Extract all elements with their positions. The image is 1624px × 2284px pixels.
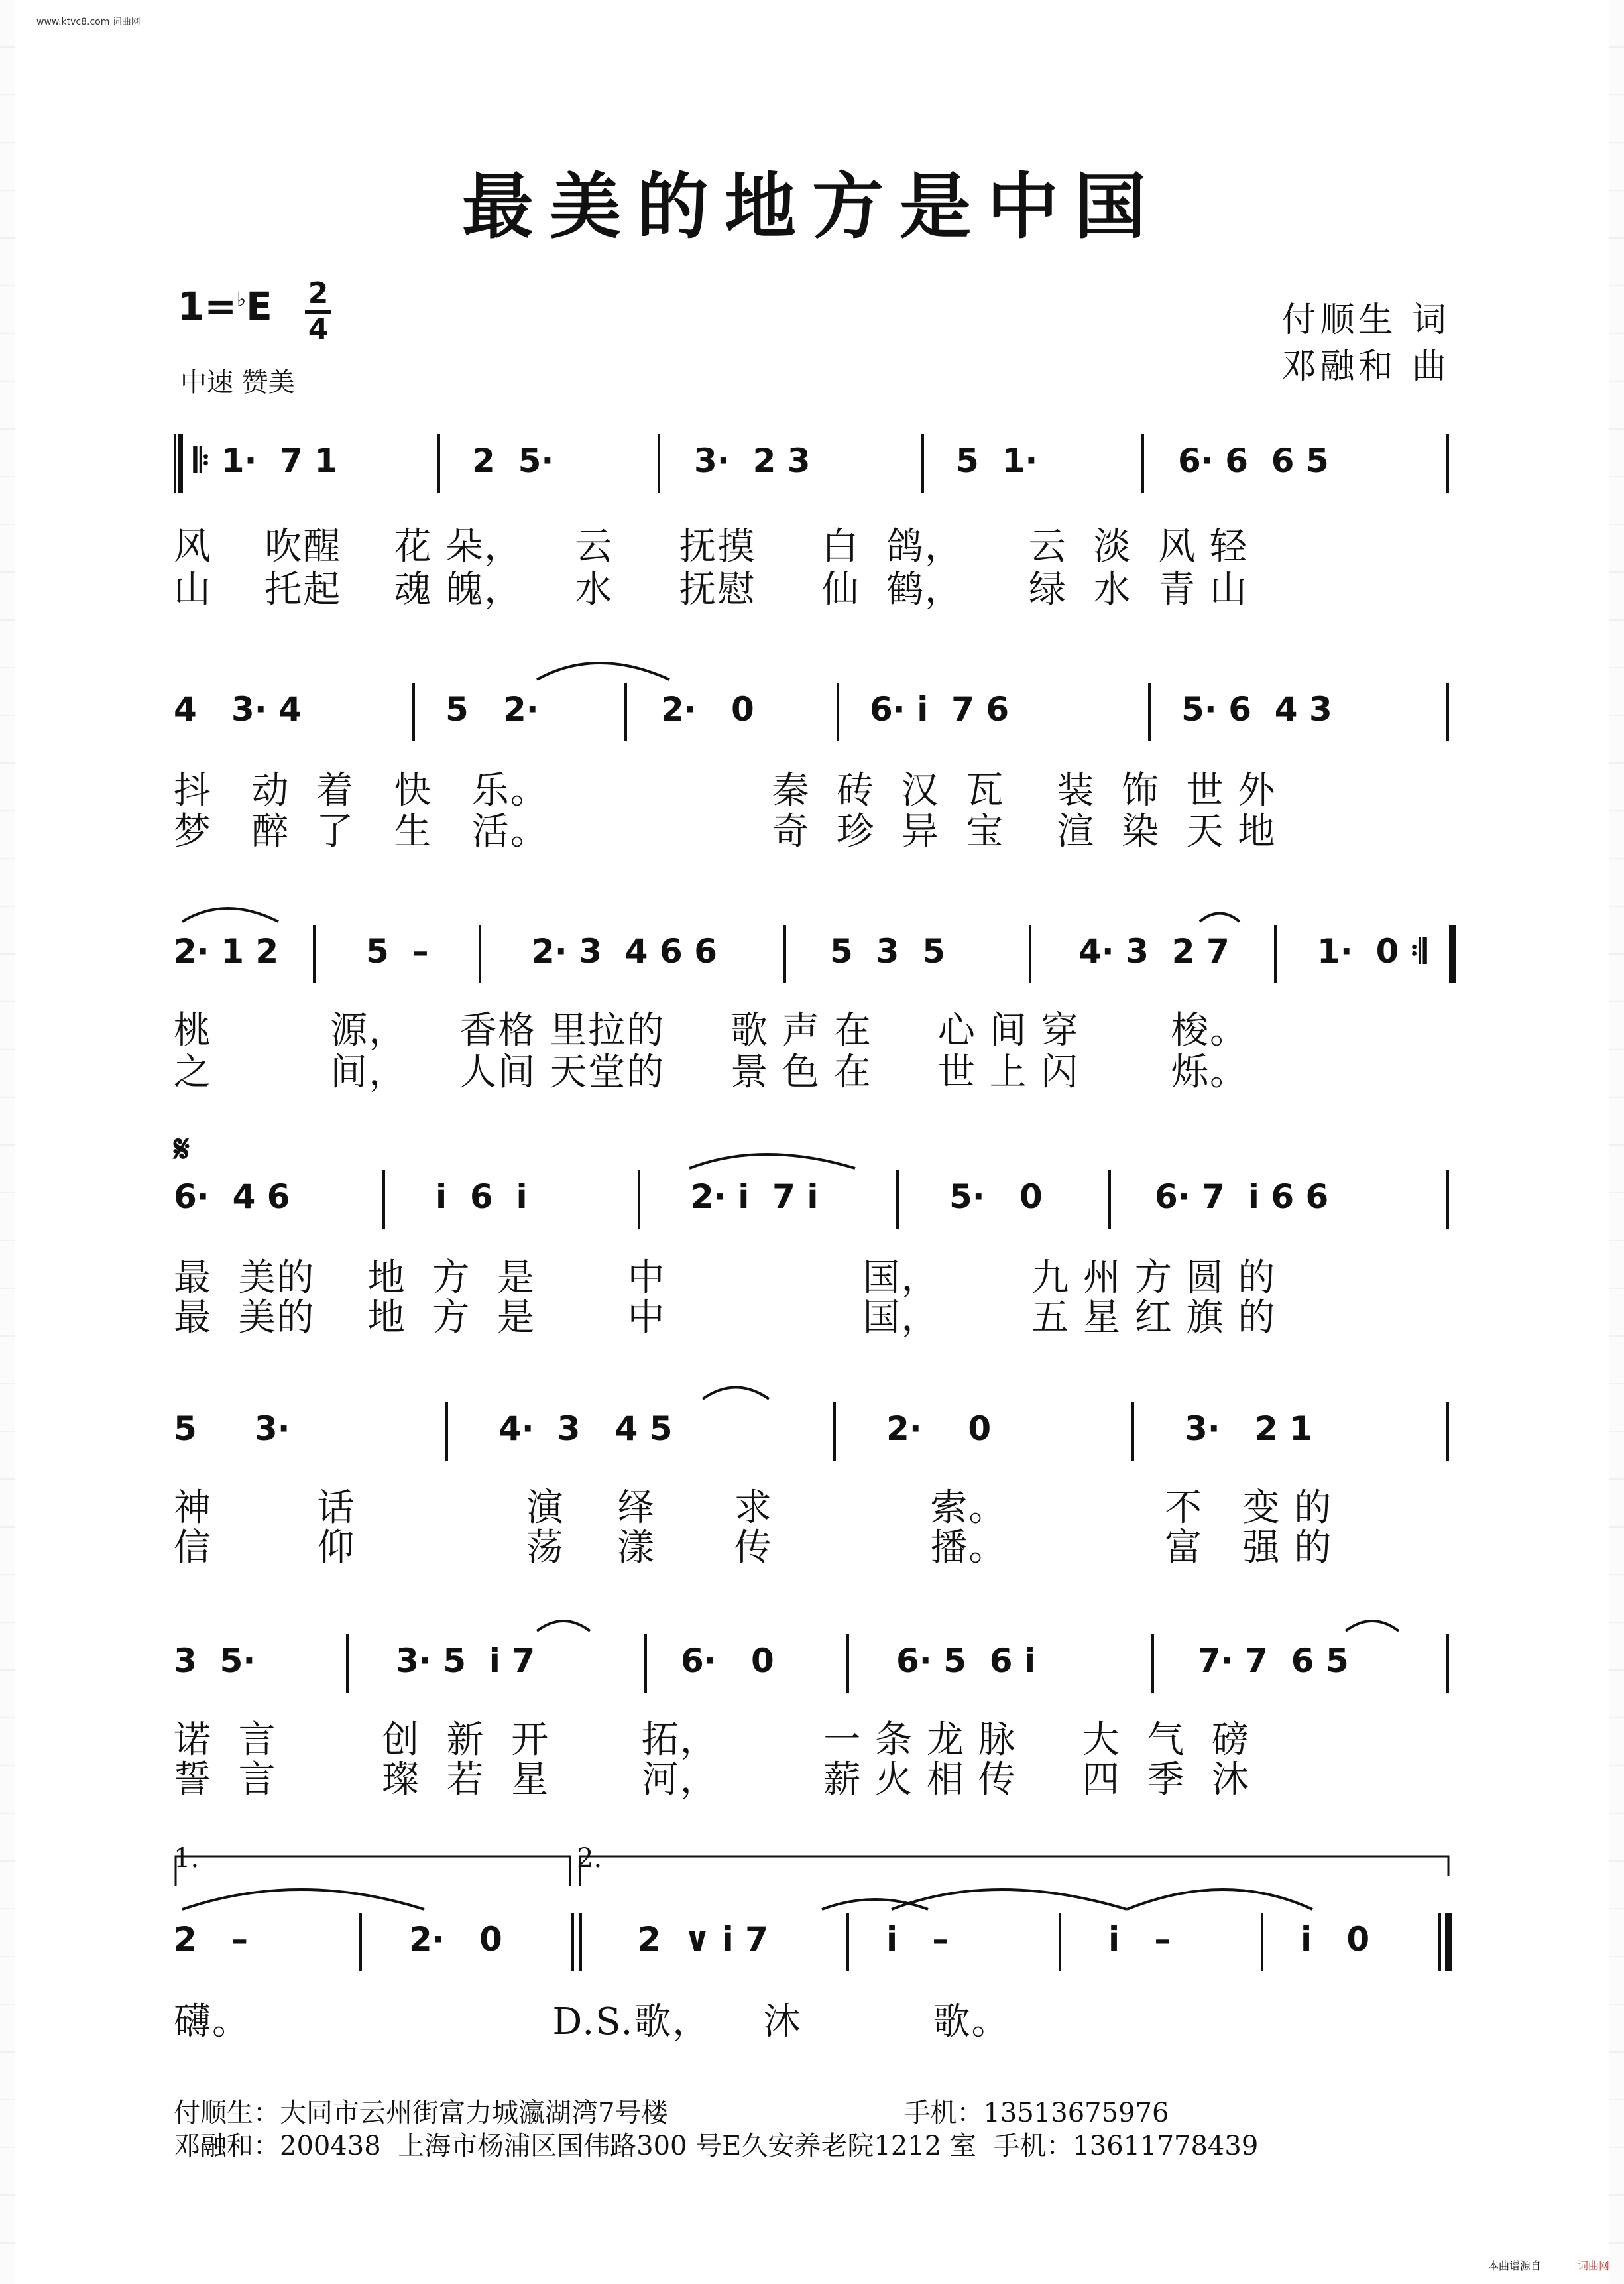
barline [1446,1170,1449,1229]
time-top: 2 [308,276,329,310]
barline [1141,434,1144,493]
tie [537,663,669,680]
lyrics-verse-1: 礴。 D.S.歌， 沐 歌。 [174,2000,1010,2043]
barline [1131,1402,1134,1461]
measure: 5 – [366,932,429,971]
measure: 3· 2 3 [694,442,811,480]
barline [783,925,786,983]
measure: 2· 1 2 [174,932,279,971]
tie [689,1154,855,1168]
lyrics-verse-2: 誓 言 璨 若 星 河， 薪 火 相 传 四 季 沐 [174,1758,1250,1801]
key-note: E [246,284,272,329]
barline [837,683,839,741]
barline [382,1170,385,1229]
barline [921,434,924,493]
measure: 5· 6 4 3 [1181,690,1332,729]
barline [896,1170,899,1229]
barline [313,925,316,983]
barline [1446,1402,1449,1461]
measure: 6· 0 [681,1642,774,1680]
measure: i – [1108,1920,1171,1958]
measure: 2· 0 [661,690,754,729]
barline [571,1913,574,1971]
flat-icon: ♭ [236,288,247,312]
lyrics-verse-1: 神 话 演 绎 求 索。 不 变 的 [174,1486,1333,1530]
measure: 4 3· 4 [174,690,302,729]
measure: 2· i 7 i [691,1177,819,1216]
final-barline [1445,1913,1452,1971]
lyrics-verse-2: 信 仰 荡 漾 传 播。 富 强 的 [174,1526,1333,1569]
barline [846,1913,849,1971]
barline [846,1634,849,1693]
contact-line-composer: 邓融和：200438 上海市杨浦区国伟路300 号E久安养老院1212 室 手机：13611778439 [174,2131,1259,2161]
tempo-marking: 中速 赞美 [180,367,295,398]
barline [1446,434,1449,493]
source-tag: 本曲谱源自 [1488,2259,1542,2272]
lyrics-verse-2: 之 间， 人间 天堂的 景 色 在 世 上 闪 烁。 [174,1051,1249,1094]
barline [412,683,415,741]
volta-1-label: 1. [174,1843,200,1874]
tie [703,1388,769,1400]
tie [1346,1621,1399,1631]
barline [1446,683,1449,741]
measure: 2 5· [472,442,554,480]
barline [1446,1634,1449,1693]
tie [892,1890,1127,1909]
source-tag-site: 词曲网 [1578,2259,1610,2272]
barline [174,434,176,493]
measure: 7· 7 6 5 [1198,1642,1349,1680]
repeat-barline [178,434,183,493]
measure: 6· 6 6 5 [1178,442,1329,480]
measure: 4· 3 4 5 [498,1410,673,1448]
measure: i 0 [1301,1920,1370,1958]
key-signature [178,284,272,329]
lyricist-credit: 付顺生 词 [1281,300,1450,340]
measure: 5· 0 [949,1177,1043,1216]
lyrics-verse-1: 风 吹醒 花 朵， 云 抚摸 白 鸽， 云 淡 风 轻 [174,525,1249,568]
time-signature [305,277,331,347]
measure: 𝄆 1· 7 1 [194,441,338,480]
final-repeat-barline [1449,925,1456,983]
tie [537,1621,590,1631]
lyrics-verse-2: 最 美的 地 方 是 中 国， 五 星 红 旗 的 [174,1296,1277,1339]
measure: 2· 0 [886,1410,992,1448]
measure: 2· 0 [409,1920,502,1958]
double-barline [579,1913,582,1971]
lyrics-verse-2: 梦 醉 了 生 活。 奇 珍 异 宝 渲 染 天 地 [174,810,1277,853]
barline [1261,1913,1263,1971]
barline [624,683,627,741]
measure: 2 – [174,1920,249,1958]
barline [638,1170,640,1229]
tie [822,1899,928,1909]
measure: 3· 5 i 7 [396,1642,536,1680]
tie [1200,914,1240,922]
barline [833,1402,836,1461]
measure: 5 2· [445,690,539,729]
barline [1029,925,1031,983]
tie [182,908,278,922]
measure: 3· 2 1 [1185,1410,1312,1448]
measure: 2· 3 4 6 6 [532,932,717,971]
source-site: www.ktvc8.com 词曲网 [36,17,141,27]
measure: 4· 3 2 7 [1078,932,1230,971]
measure: 2 ∨ i 7 [638,1920,768,1958]
volta-2-bracket [580,1856,1448,1886]
lyrics-verse-1: 最 美的 地 方 是 中 国， 九 州 方 圆 的 [174,1256,1277,1299]
measure: 6· 5 6 i [896,1642,1036,1680]
composer-credit: 邓融和 曲 [1281,347,1450,387]
tie [1127,1890,1312,1909]
barline [658,434,660,493]
barline [359,1913,362,1971]
barline [644,1634,647,1693]
measure: 5 1· [956,442,1038,480]
measure: 3 5· [174,1642,256,1680]
tie [182,1890,424,1909]
volta-1-bracket [176,1856,570,1886]
volta-2-label: 2. [577,1843,603,1874]
measure: 6· 4 6 [174,1177,290,1216]
measure: 6· 7 i 6 6 [1155,1177,1329,1216]
barline [1151,1634,1154,1693]
time-bottom: 4 [308,313,329,347]
lyrics-verse-1: 桃 源， 香格 里拉的 歌 声 在 心 间 穿 梭。 [174,1009,1249,1052]
barline [1059,1913,1061,1971]
contact-line-lyricist: 付顺生：大同市云州街富力城瀛湖湾7号楼 手机：13513675976 [174,2098,1169,2128]
lyrics-verse-2: 山 托起 魂 魄， 水 抚慰 仙 鹤， 绿 水 青 山 [174,568,1249,611]
measure: 5 3· [174,1410,290,1448]
barline [1148,683,1151,741]
segno-icon: 𝄋 [174,1127,190,1171]
measure: i 6 i [435,1177,528,1216]
right-margin-strip [1609,0,1624,2284]
barline [437,434,440,493]
lyrics-verse-1: 诺 言 创 新 开 拓， 一 条 龙 脉 大 气 磅 [174,1718,1250,1762]
key-label: 1= [178,284,237,329]
page-title: 最美的地方是中国 [461,165,1162,249]
barline [1274,925,1277,983]
barline [479,925,481,983]
barline [445,1402,448,1461]
barline [346,1634,349,1693]
barline [1438,1913,1441,1971]
left-margin-strip [0,0,15,2284]
lyrics-verse-1: 抖 动 着 快 乐。 秦 砖 汉 瓦 装 饰 世 外 [174,769,1277,812]
measure: 1· 0 𝄇 [1317,932,1427,971]
measure: i – [886,1920,949,1958]
measure: 5 3 5 [830,932,945,971]
measure: 6· i 7 6 [870,690,1010,729]
barline [1108,1170,1111,1229]
